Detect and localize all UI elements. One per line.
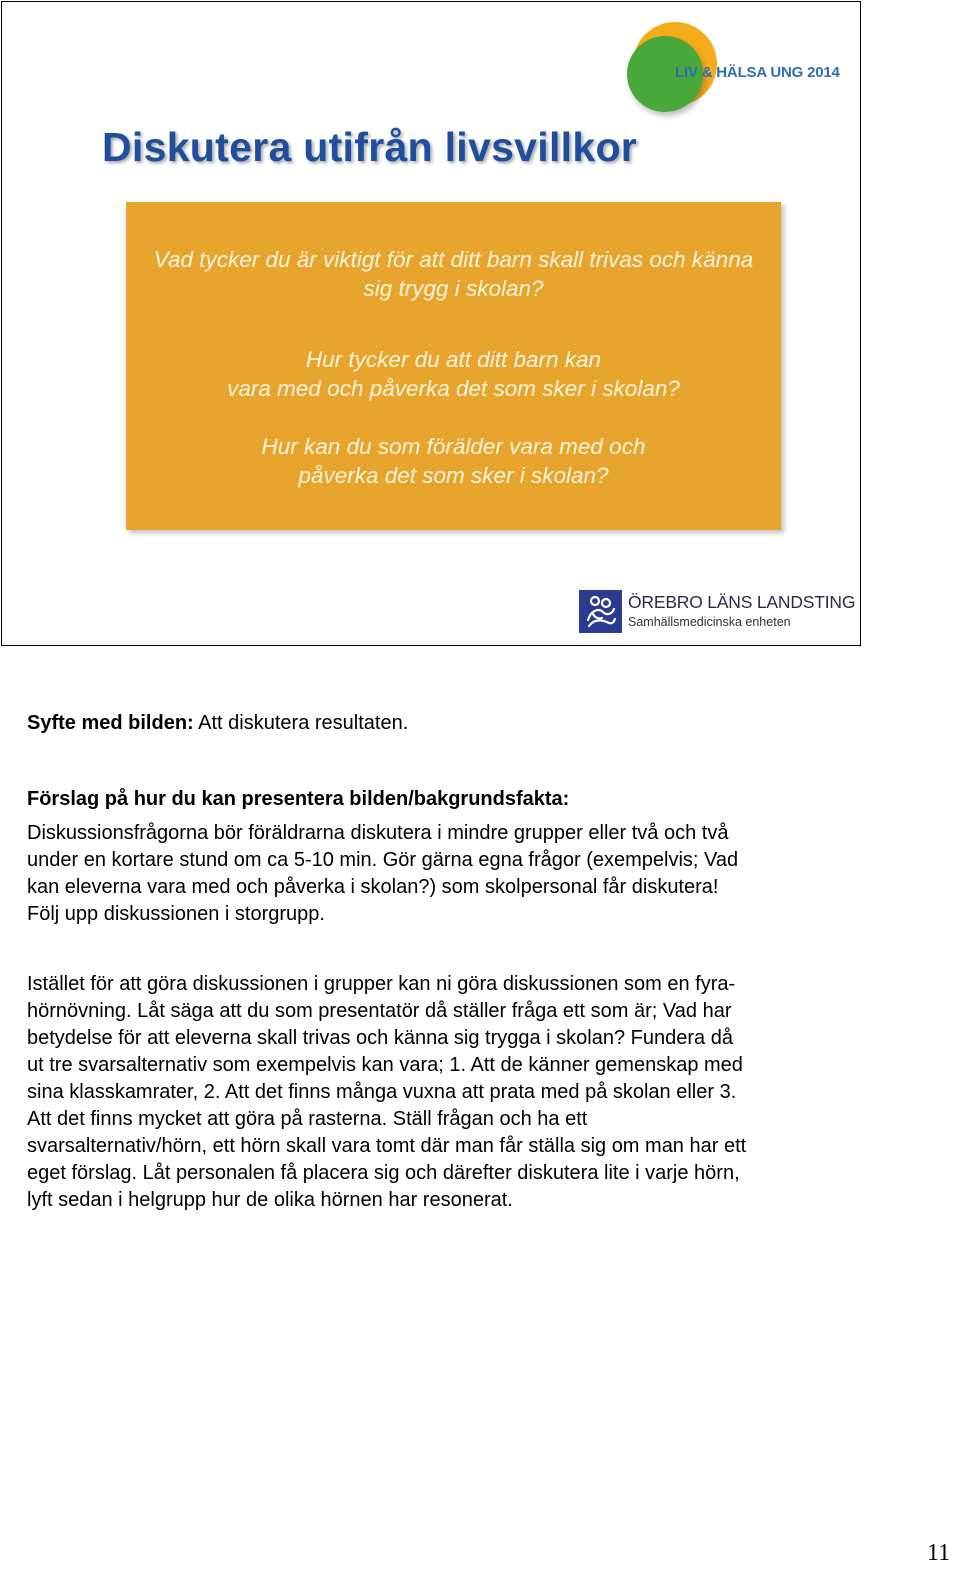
paragraph-1-line: under en kortare stund om ca 5-10 min. Gör gärna egna frågor (exempelvis; Vad <box>27 849 739 871</box>
speaker-notes <box>27 710 847 1214</box>
paragraph-2-line: Istället för att göra diskussionen i grupper kan ni göra diskussionen som en fyra- <box>27 973 736 995</box>
paragraph-2-line: svarsalternativ/hörn, ett hörn skall vara tomt där man får ställa sig om man har ett <box>27 1135 747 1157</box>
slide-title: Diskutera utifrån livsvillkor <box>102 124 638 170</box>
question-1 <box>126 245 781 303</box>
purpose-label: Syfte med bilden: <box>27 712 194 734</box>
slide-image <box>1 1 861 646</box>
question-2 <box>126 345 781 403</box>
question-box <box>126 202 781 530</box>
purpose-line <box>27 710 847 737</box>
paragraph-2-line: lyft sedan i helgrupp hur de olika hörnen har resonerat. <box>27 1189 513 1211</box>
paragraph-2-line: hörnövning. Låt säga att du som presentatör då ställer fråga ett som är; Vad har <box>27 1000 732 1022</box>
question-1-line-2: sig trygg i skolan? <box>363 276 544 301</box>
paragraph-2-line: betydelse för att eleverna skall trivas och känna sig trygga i skolan? Fundera då <box>27 1027 733 1049</box>
paragraph-1-line: Följ upp diskussionen i storgrupp. <box>27 903 325 925</box>
question-1-line-1: Vad tycker du är viktigt för att ditt barn skall trivas och känna <box>153 247 754 272</box>
question-3 <box>126 432 781 490</box>
paragraph-1 <box>27 820 847 928</box>
question-3-line-1: Hur kan du som förälder vara med och <box>261 434 646 459</box>
question-2-line-1: Hur tycker du att ditt barn kan <box>305 347 602 372</box>
logo-text: LIV & HÄLSA UNG 2014 <box>675 64 840 81</box>
org-name: ÖREBRO LÄNS LANDSTING <box>628 592 856 612</box>
paragraph-2-line: eget förslag. Låt personalen få placera sig och därefter diskutera lite i varje hörn, <box>27 1162 740 1184</box>
paragraph-2 <box>27 971 847 1214</box>
paragraph-2-line: ut tre svarsalternativ som exempelvis kan vara; 1. Att de känner gemenskap med <box>27 1054 743 1076</box>
suggestion-heading: Förslag på hur du kan presentera bilden/bakgrundsfakta: <box>27 788 570 810</box>
question-3-line-2: påverka det som sker i skolan? <box>298 463 609 488</box>
purpose-text: Att diskutera resultaten. <box>193 712 409 734</box>
landsting-emblem-icon <box>579 590 622 633</box>
question-2-line-2: vara med och påverka det som sker i skolan? <box>227 376 680 401</box>
paragraph-1-line: Diskussionsfrågorna bör föräldrarna diskutera i mindre grupper eller två och två <box>27 822 729 844</box>
liv-halsa-logo <box>627 22 867 122</box>
paragraph-1-line: kan eleverna vara med och påverka i skolan?) som skolpersonal får diskutera! <box>27 876 719 898</box>
orebro-lans-landsting-logo <box>579 588 859 636</box>
org-subtitle: Samhällsmedicinska enheten <box>628 615 791 629</box>
paragraph-2-line: sina klasskamrater, 2. Att det finns många vuxna att prata med på skolan eller 3. <box>27 1081 737 1103</box>
paragraph-2-line: Att det finns mycket att göra på rasterna. Ställ frågan och ha ett <box>27 1108 588 1130</box>
page-number: 11 <box>927 1540 951 1566</box>
